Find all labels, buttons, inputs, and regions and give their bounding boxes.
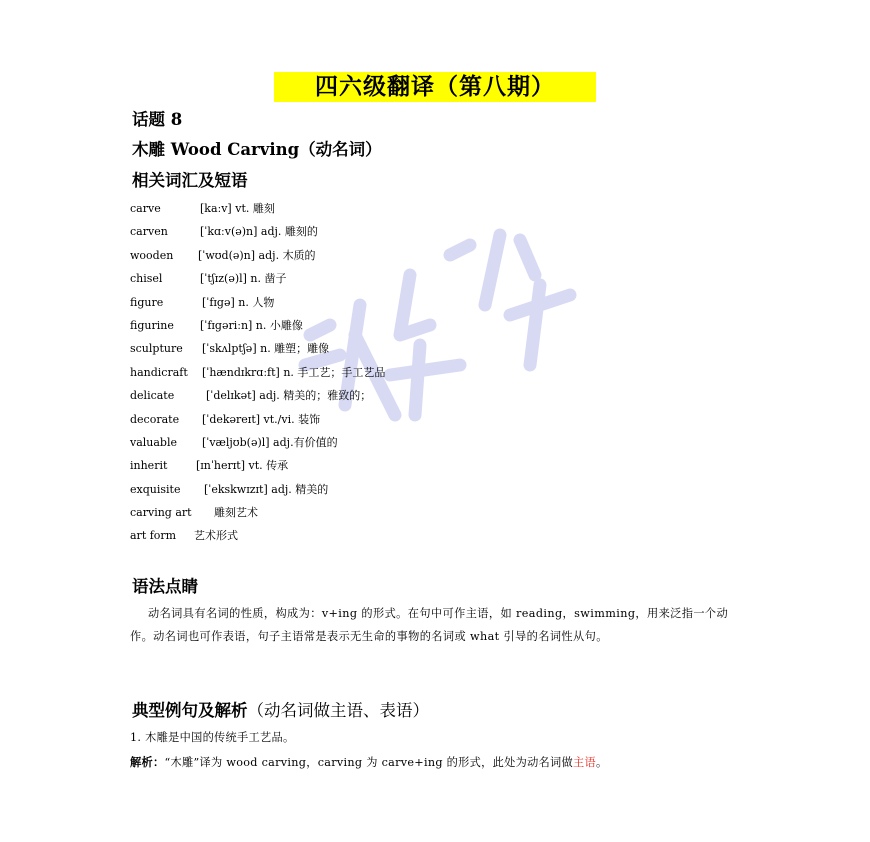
vocab-entry: [ˈtʃɪz(ə)l] n. 凿子 [200, 272, 287, 286]
vocab-item [130, 364, 385, 387]
vocab-entry: [ɪnˈherɪt] vt. 传承 [196, 459, 289, 473]
vocab-entry: [ˈdekəreɪt] vt./vi. 装饰 [202, 412, 321, 426]
vocab-item [130, 247, 385, 270]
vocab-word: carve [130, 202, 161, 215]
example-analysis [130, 753, 608, 772]
vocab-entry: [ˈdelɪkət] adj. 精美的；雅致的； [206, 389, 372, 403]
vocab-item [130, 294, 385, 317]
topic-heading: 话题 8 [132, 110, 183, 129]
grammar-heading: 语法点睛 [132, 577, 198, 596]
vocab-entry: 雕刻艺术 [214, 506, 258, 520]
vocab-word: figure [130, 295, 164, 309]
vocab-word: handicraft [130, 365, 188, 379]
vocab-item [130, 457, 385, 480]
analysis-text: “木雕”译为 wood carving，carving 为 carve+ing 的形式，此处为动名词做 [164, 756, 574, 769]
vocab-item [130, 387, 385, 410]
vocab-entry: [ˈvæljʊb(ə)l] adj.有价值的 [202, 435, 338, 449]
vocab-entry: [ˈwʊd(ə)n] adj. 木质的 [198, 248, 316, 262]
vocab-entry: [ˈskʌlptʃə] n. 雕塑；雕像 [202, 342, 330, 356]
vocab-item [130, 270, 385, 293]
vocab-word: inherit [130, 459, 168, 473]
vocab-word: chisel [130, 272, 163, 286]
vocab-item [130, 527, 385, 550]
analysis-label: 解析： [130, 755, 165, 769]
analysis-highlight: 主语 [573, 756, 597, 769]
vocab-item [130, 223, 385, 246]
grammar-paragraph: 动名词具有名词的性质，构成为：v+ing 的形式。在句中可作主语，如 reading，swimming，用来泛指一个动作。动名词也可作表语，句子主语常是表示无生命的事物的名词或 what 引导的名词性从句。 [130, 607, 729, 643]
vocab-word: figurine [130, 318, 174, 332]
analysis-end: 。 [596, 756, 608, 769]
vocab-word: exquisite [130, 482, 181, 496]
vocab-entry: [ˈkɑːv(ə)n] adj. 雕刻的 [200, 225, 318, 239]
vocab-entry: [ˈfɪgəriːn] n. 小雕像 [200, 318, 303, 332]
subtitle-heading: 木雕 Wood Carving（动名词） [132, 140, 382, 159]
examples-heading-text: 典型例句及解析 [132, 701, 248, 720]
page-title: 四六级翻译（第八期） [274, 72, 596, 102]
vocab-word: decorate [130, 412, 180, 426]
vocab-word: carven [130, 225, 168, 239]
vocab-item [130, 411, 385, 434]
vocab-item [130, 434, 385, 457]
example-sentence-1: 1. 木雕是中国的传统手工艺品。 [130, 731, 295, 744]
vocab-word: valuable [130, 435, 178, 449]
vocab-word: sculpture [130, 342, 183, 356]
vocab-item [130, 200, 385, 223]
vocab-word: wooden [130, 248, 174, 262]
vocab-entry: [ˈhændɪkrɑːft] n. 手工艺；手工艺品 [202, 365, 386, 379]
vocab-entry: [ˈekskwɪzɪt] adj. 精美的 [204, 482, 329, 496]
vocab-word: art form [130, 529, 177, 543]
vocab-entry: [ˈfɪgə] n. 人物 [202, 295, 275, 309]
vocab-item [130, 340, 385, 363]
examples-heading [132, 700, 429, 722]
vocab-entry: 艺术形式 [194, 529, 238, 543]
vocab-heading: 相关词汇及短语 [132, 171, 248, 190]
vocab-entry: [kaːv] vt. 雕刻 [200, 202, 275, 215]
vocab-word: delicate [130, 389, 175, 403]
vocab-item [130, 317, 385, 340]
vocab-item [130, 481, 385, 504]
examples-heading-note: （动名词做主语、表语） [247, 701, 429, 720]
vocab-word: carving art [130, 506, 192, 520]
vocab-item [130, 504, 385, 527]
vocab-list [130, 200, 385, 551]
